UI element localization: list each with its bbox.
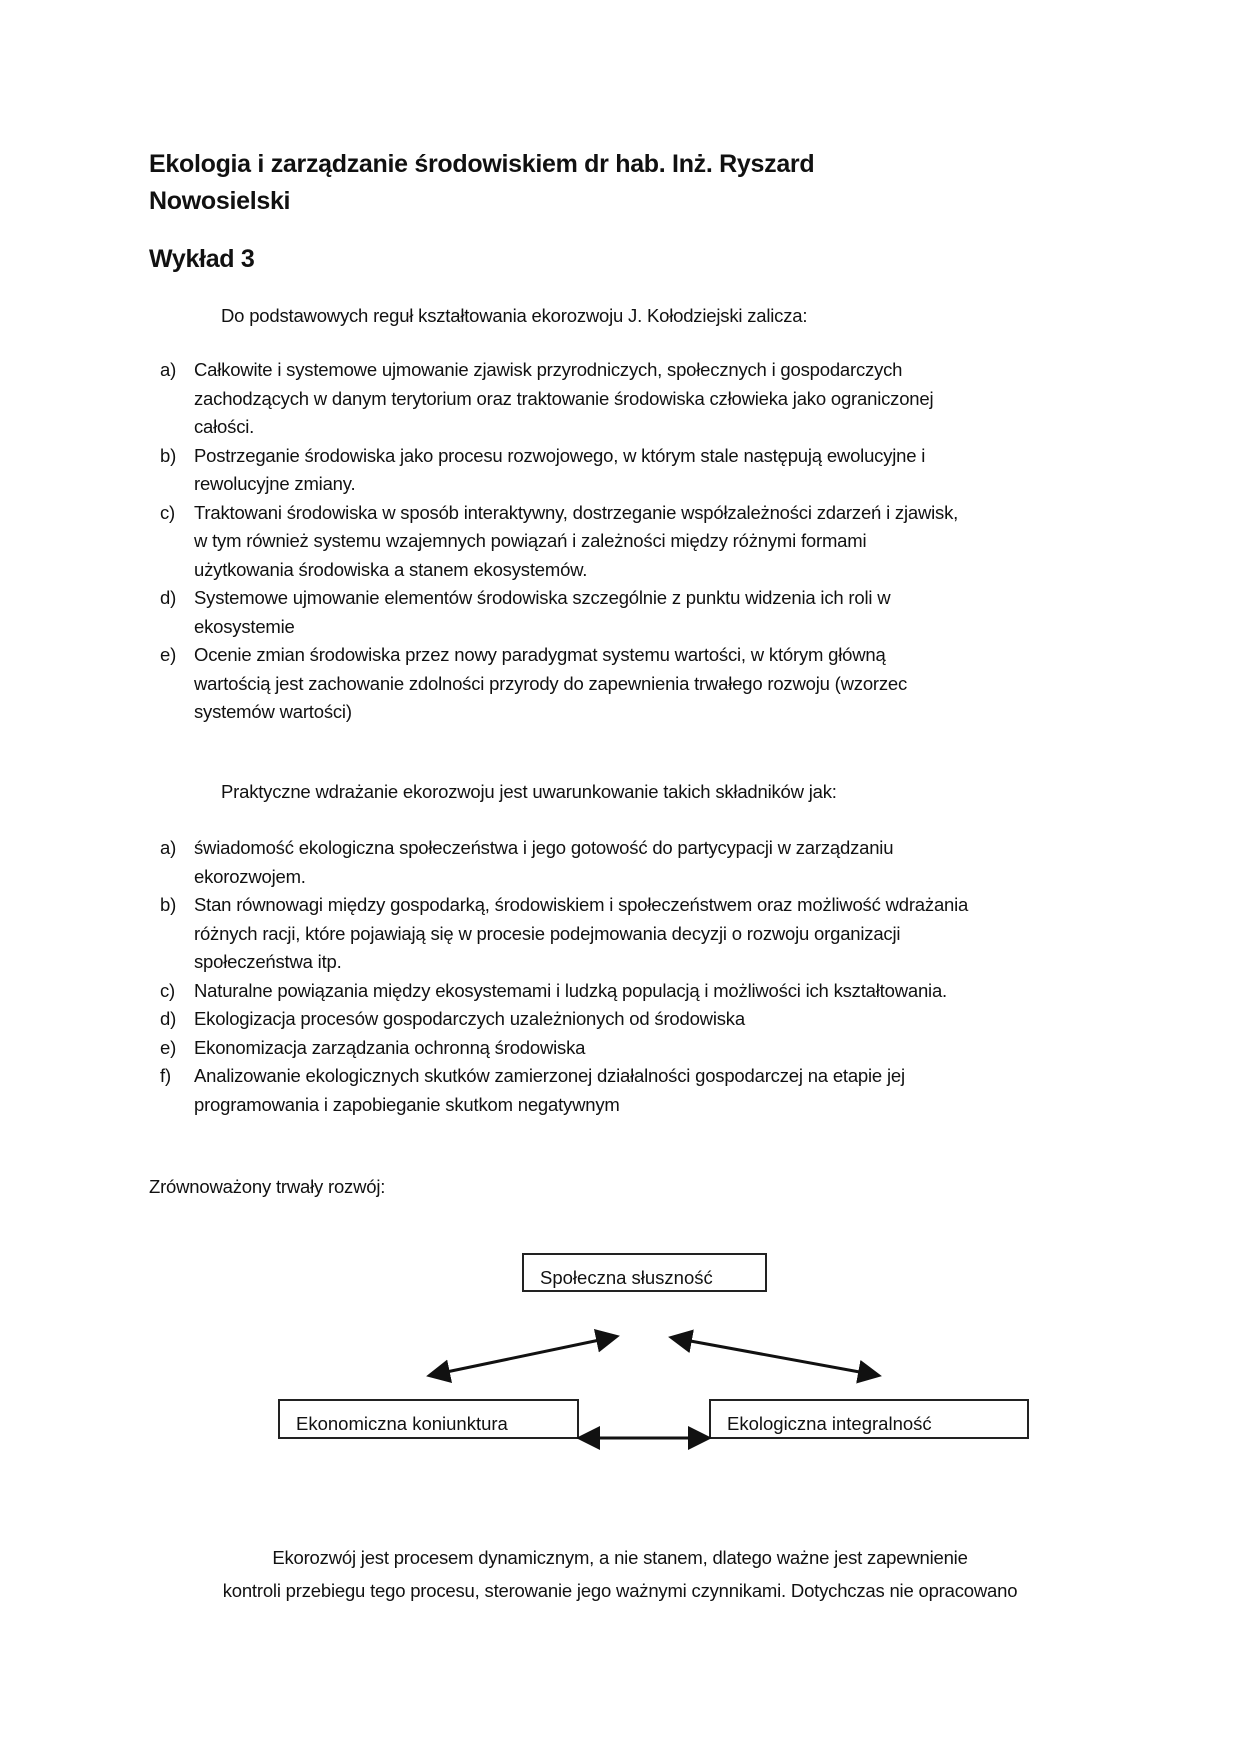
text-line: społeczeństwa itp. (194, 951, 342, 972)
list-marker: f) (160, 1065, 171, 1086)
list-marker: d) (160, 587, 177, 608)
section-label: Zrównoważony trwały rozwój: (149, 1176, 386, 1197)
text-line: Całkowite i systemowe ujmowanie zjawisk przyrodniczych, społecznych i gospodarczych (194, 359, 903, 380)
text-line: świadomość ekologiczna społeczeństwa i jego gotowość do partycypacji w zarządzaniu (194, 837, 894, 858)
list-marker: c) (160, 979, 176, 1001)
text-line: Ekonomizacja zarządzania ochronną środowiska (194, 1036, 586, 1058)
title-line: Nowosielski (149, 187, 291, 215)
text-line: użytkowania środowiska a stanem ekosystemów. (194, 558, 588, 580)
text-line: zachodzących w danym terytorium oraz traktowanie środowiska człowieka jako ograniczonej (194, 387, 934, 409)
list-marker: b) (160, 444, 177, 466)
text-line: Ocenie zmian środowiska przez nowy paradygmat systemu wartości, w którym główną (194, 644, 886, 665)
text-line: wartością jest zachowanie zdolności przyrody do zapewnienia trwałego rozwoju (wzorzec (194, 672, 908, 694)
text-line: różnych racji, które pojawiają się w procesie podejmowania decyzji o rozwoju organizacji (194, 922, 901, 944)
text-line: rewolucyjne zmiany. (194, 473, 356, 494)
list-marker: e) (160, 1036, 177, 1058)
text-line: Systemowe ujmowanie elementów środowiska szczególnie z punktu widzenia ich roli w (194, 587, 891, 608)
text-line: Ekologizacja procesów gospodarczych uzależnionych od środowiska (194, 1008, 745, 1029)
arrow-social-ecological (674, 1338, 876, 1375)
diagram-box-label: Ekonomiczna koniunktura (296, 1413, 508, 1434)
closing-paragraph (149, 1541, 1091, 1607)
text-line: w tym również systemu wzajemnych powiązań i zależności między różnymi formami (194, 530, 867, 551)
text-line: Traktowani środowiska w sposób interaktywny, dostrzeganie współzależności zdarzeń i zjawisk, (194, 501, 959, 523)
text-line: ekorozwojem. (194, 865, 306, 887)
list-marker: d) (160, 1008, 177, 1029)
text-line: programowania i zapobieganie skutkom negatywnym (194, 1093, 620, 1115)
text-line: Naturalne powiązania między ekosystemami i ludzką populacją i możliwości ich kształtowania. (194, 979, 947, 1001)
list-marker: b) (160, 894, 177, 915)
text-line: Stan równowagi między gospodarką, środowiskiem i społeczeństwem oraz możliwość wdrażania (194, 894, 969, 915)
text-line: całości. (194, 416, 255, 437)
lecture-heading: Wykład 3 (149, 245, 255, 273)
paragraph-line: kontroli przebiegu tego procesu, sterowanie jego ważnymi czynnikami. Dotychczas nie opracowano (222, 1580, 1018, 1601)
title-line: Ekologia i zarządzanie środowiskiem dr hab. Inż. Ryszard (149, 150, 815, 178)
diagram-box-label: Społeczna słuszność (540, 1267, 713, 1288)
intro-paragraph-2: Praktyczne wdrażanie ekorozwoju jest uwarunkowanie takich składników jak: (221, 781, 837, 802)
text-line: ekosystemie (194, 615, 295, 637)
list-marker: a) (160, 359, 177, 380)
text-line: Postrzeganie środowiska jako procesu rozwojowego, w którym stale następują ewolucyjne i (194, 444, 926, 466)
text-line: Analizowanie ekologicznych skutków zamierzonej działalności gospodarczej na etapie jej (194, 1065, 905, 1086)
paragraph-line: Ekorozwój jest procesem dynamicznym, a nie stanem, dlatego ważne jest zapewnienie (272, 1547, 968, 1568)
list-marker: a) (160, 837, 177, 858)
arrow-social-economic (432, 1337, 614, 1375)
diagram-box-label: Ekologiczna integralność (727, 1413, 932, 1434)
list-marker: c) (160, 501, 176, 523)
text-line: systemów wartości) (194, 701, 352, 722)
intro-paragraph-1: Do podstawowych reguł kształtowania ekorozwoju J. Kołodziejski zalicza: (221, 305, 808, 326)
list-marker: e) (160, 644, 177, 665)
